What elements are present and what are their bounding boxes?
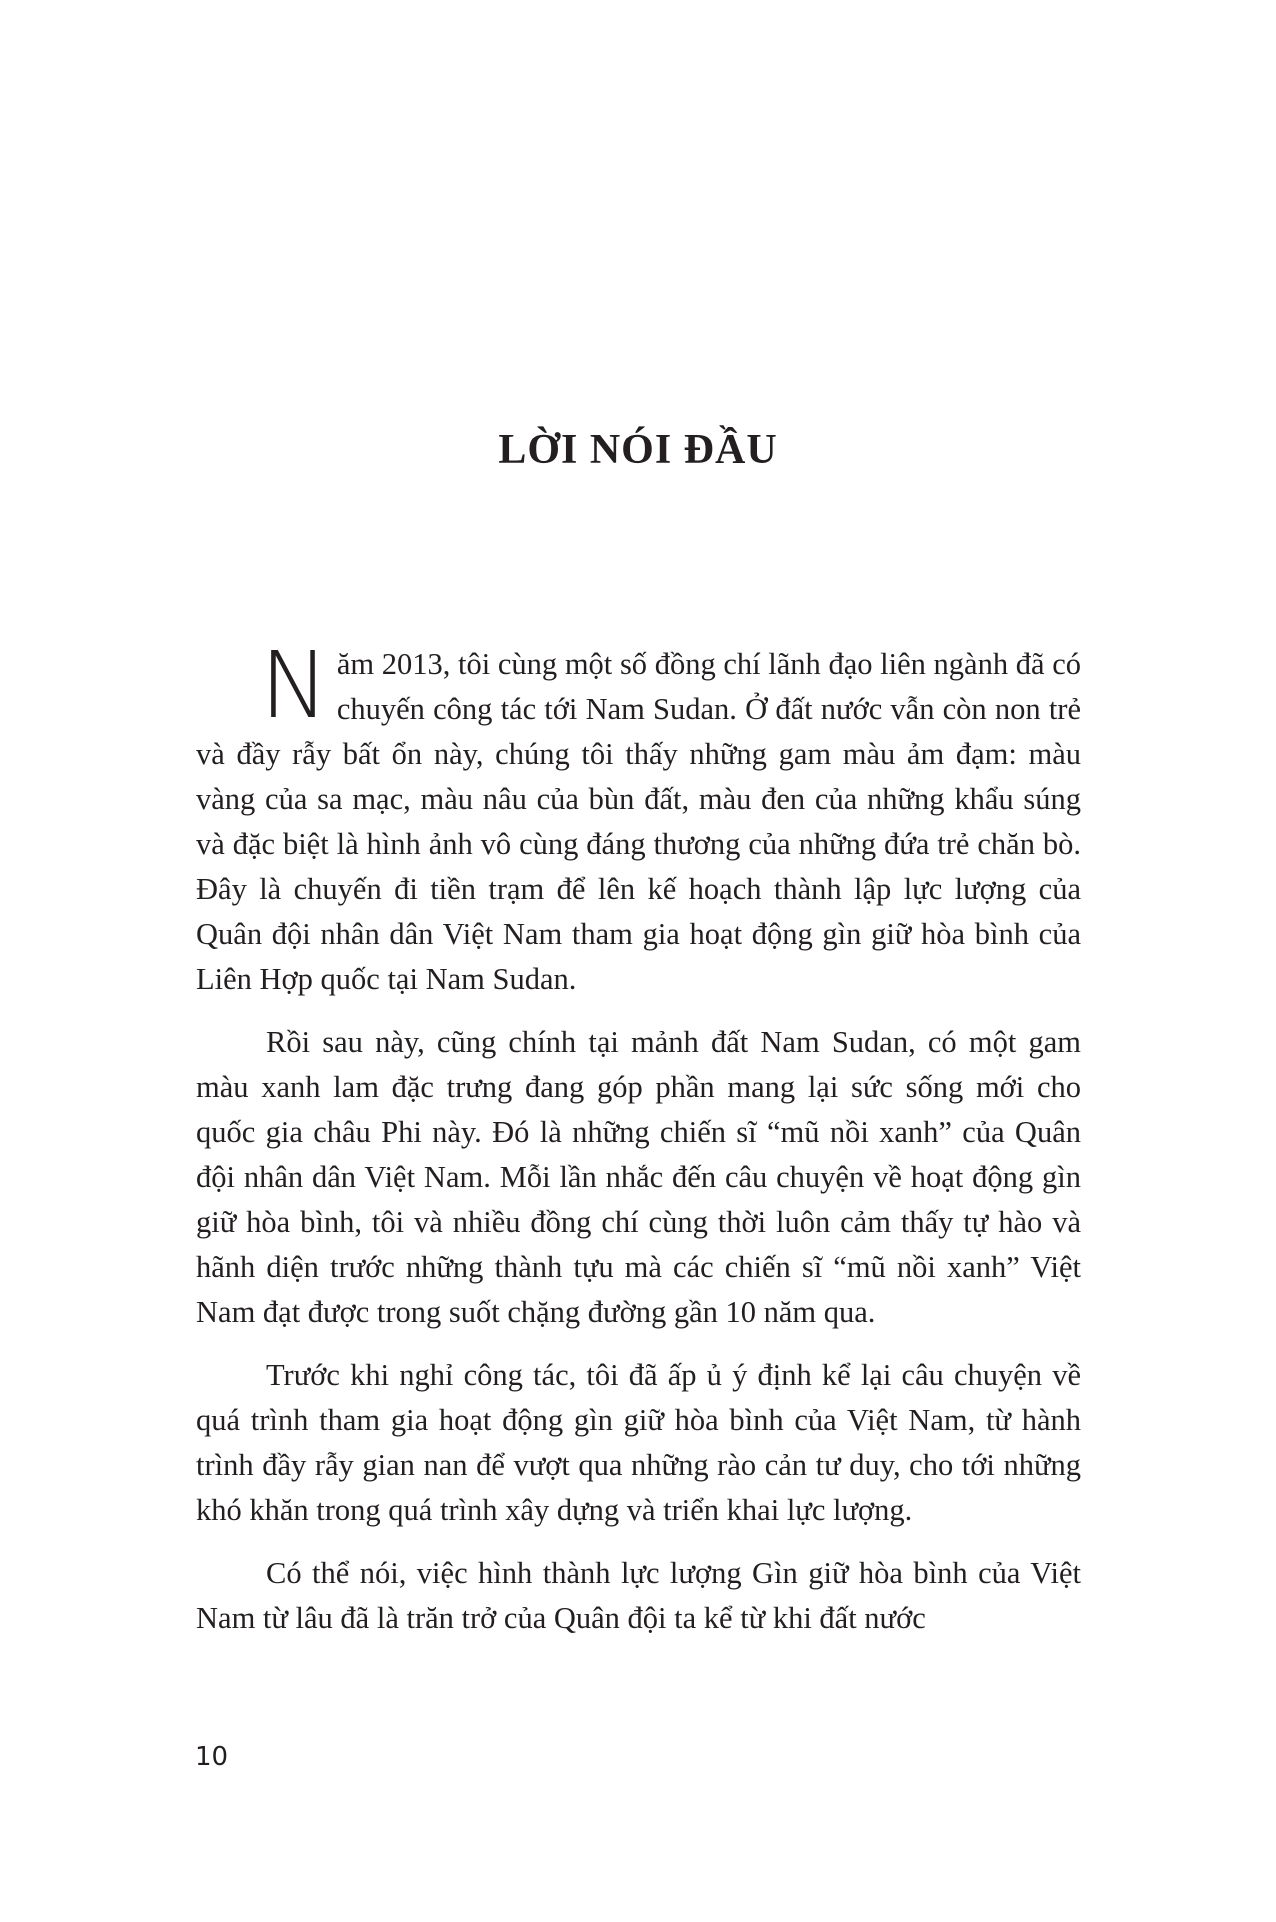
body-text — [196, 632, 1081, 1659]
paragraph-1-text: ăm 2013, tôi cùng một số đồng chí lãnh đạo liên ngành đã có chuyến công tác tới Nam Sudan. Ở đất nước vẫn còn non trẻ và đầy rẫy bất ổn này, chúng tôi thấy những gam màu ảm đạm: màu vàng của sa mạc, màu nâu của bùn đất, màu đen của những khẩu súng và đặc biệt là hình ảnh vô cùng đáng thương của những đứa trẻ chăn bò. Đây là chuyến đi tiền trạm để lên kế hoạch thành lập lực lượng của Quân đội nhân dân Việt Nam tham gia hoạt động gìn giữ hòa bình của Liên Hợp quốc tại Nam Sudan. — [196, 647, 1081, 996]
paragraph-1 — [196, 632, 1081, 1002]
paragraph-2: Rồi sau này, cũng chính tại mảnh đất Nam Sudan, có một gam màu xanh lam đặc trưng đang góp phần mang lại sức sống mới cho quốc gia châu Phi này. Đó là những chiến sĩ “mũ nồi xanh” của Quân đội nhân dân Việt Nam. Mỗi lần nhắc đến câu chuyện về hoạt động gìn giữ hòa bình, tôi và nhiều đồng chí cùng thời luôn cảm thấy tự hào và hãnh diện trước những thành tựu mà các chiến sĩ “mũ nồi xanh” Việt Nam đạt được trong suốt chặng đường gần 10 năm qua. — [196, 1025, 1081, 1329]
paragraph-4: Có thể nói, việc hình thành lực lượng Gìn giữ hòa bình của Việt Nam từ lâu đã là trăn trở của Quân đội ta kể từ khi đất nước — [196, 1556, 1081, 1635]
drop-cap: N — [260, 632, 329, 739]
chapter-title: LỜI NÓI ĐẦU — [498, 427, 778, 473]
paragraph-3: Trước khi nghỉ công tác, tôi đã ấp ủ ý định kể lại câu chuyện về quá trình tham gia hoạt động gìn giữ hòa bình của Việt Nam, từ hành trình đầy rẫy gian nan để vượt qua những rào cản tư duy, cho tới những khó khăn trong quá trình xây dựng và triển khai lực lượng. — [196, 1358, 1081, 1527]
page-number: 10 — [195, 1742, 229, 1772]
